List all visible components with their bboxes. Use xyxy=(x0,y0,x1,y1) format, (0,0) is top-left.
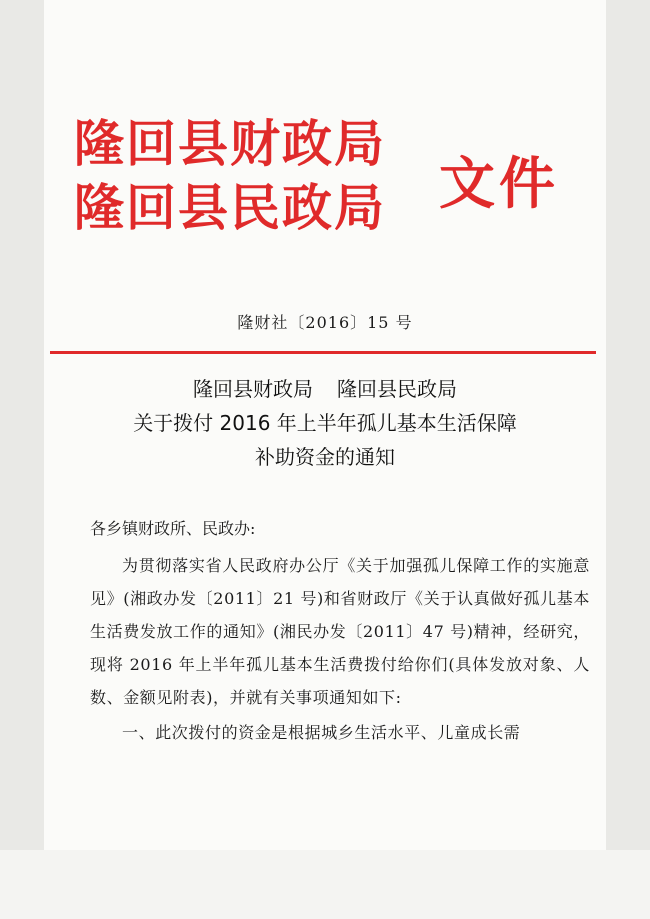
document-title xyxy=(44,372,606,474)
document-number: 隆财社〔2016〕15 号 xyxy=(237,313,413,332)
body-item-1: 一、此次拨付的资金是根据城乡生活水平、儿童成长需 xyxy=(122,723,521,742)
issuing-org-civil-affairs: 隆回县民政局 xyxy=(74,178,386,237)
document-header-suffix: 文件 xyxy=(439,151,559,217)
document-body xyxy=(90,512,590,749)
header-divider xyxy=(50,351,596,354)
issuing-org-finance: 隆回县财政局 xyxy=(74,114,386,173)
title-line-2: 关于拨付 2016 年上半年孤儿基本生活保障 xyxy=(133,411,517,435)
title-orgs-line xyxy=(44,372,606,406)
body-paragraph-1: 为贯彻落实省人民政府办公厅《关于加强孤儿保障工作的实施意见》(湘政办发〔2011〕21 号)和省财政厅《关于认真做好孤儿基本生活费发放工作的通知》(湘民办发〔2011〕47 号)精神，经研究，现将 2016 年上半年孤儿基本生活费拨付给你们(具体发放对象、人数、金额见附表)，并就有关事项通知如下: xyxy=(90,556,590,707)
title-org-civil-affairs: 隆回县民政局 xyxy=(337,377,457,401)
document-page xyxy=(44,0,606,850)
title-org-finance: 隆回县财政局 xyxy=(193,377,313,401)
title-line-3: 补助资金的通知 xyxy=(255,445,395,469)
salutation: 各乡镇财政所、民政办: xyxy=(90,519,256,538)
issuing-organizations xyxy=(74,112,434,240)
scan-bottom-margin xyxy=(0,850,650,919)
